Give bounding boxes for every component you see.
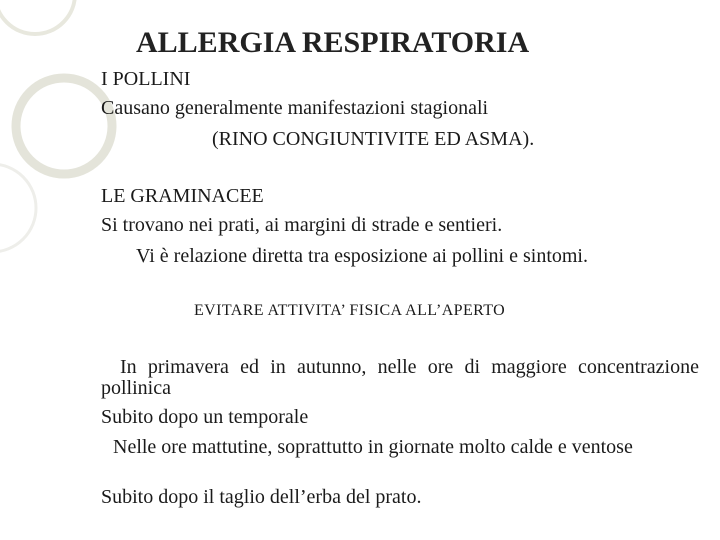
text-line: Vi è relazione diretta tra esposizione ai pollini e sintomi. [136,245,588,267]
warning-heading: EVITARE ATTIVITA’ FISICA ALL’APERTO [194,302,506,319]
text-line: Si trovano nei prati, ai margini di strade e sentieri. [101,214,503,236]
condition-item: In primavera ed in autunno, nelle ore di maggiore concentrazione pollinica [101,356,699,399]
page-title: ALLERGIA RESPIRATORIA [136,26,530,59]
section-heading-pollini: I POLLINI [101,68,191,90]
section-heading-graminacee: LE GRAMINACEE [101,185,264,207]
condition-item: Nelle ore mattutine, soprattutto in giornate molto calde e ventose [113,436,633,458]
text-line: (RINO CONGIUNTIVITE ED ASMA). [212,128,535,150]
text-line: Causano generalmente manifestazioni stagionali [101,97,489,119]
condition-item: Subito dopo un temporale [101,406,309,428]
condition-item: Subito dopo il taglio dell’erba del prato. [101,486,422,508]
